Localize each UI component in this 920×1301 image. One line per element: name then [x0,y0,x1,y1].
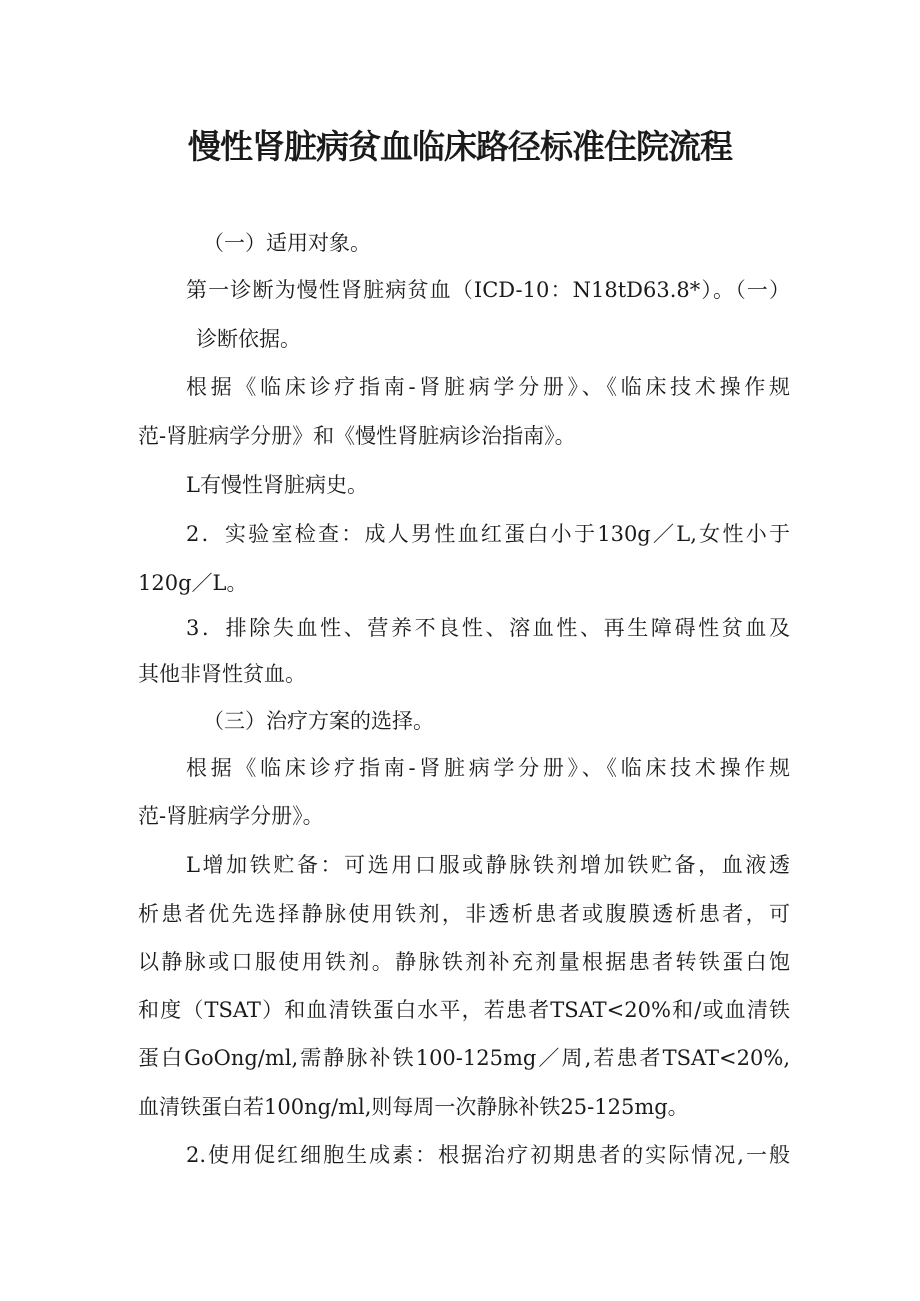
paragraph-line: 范-肾脏病学分册》和《慢性肾脏病诊治指南》。 [138,424,576,448]
list-item-line: 2.使用促红细胞生成素：根据治疗初期患者的实际情况,一般 [186,1143,790,1167]
section-heading-treatment-plan: （三）治疗方案的选择。 [203,709,434,733]
list-item-line: 血清铁蛋白若100ng/ml,则每周一次静脉补铁25-125mg。 [138,1095,689,1119]
list-item-line: 以静脉或口服使用铁剂。静脉铁剂补充剂量根据患者转铁蛋白饱 [138,950,790,974]
paragraph-line: 根据《临床诊疗指南-肾脏病学分册》、《临床技术操作规 [186,375,790,399]
list-item-line: 120g／L。 [138,571,248,595]
list-item-line: 3．排除失血性、营养不良性、溶血性、再生障碍性贫血及 [186,616,790,640]
list-item-line: L增加铁贮备：可选用口服或静脉铁剂增加铁贮备，血液透 [186,853,790,877]
paragraph-line: 根据《临床诊疗指南-肾脏病学分册》、《临床技术操作规 [186,756,790,780]
list-item-line: 蛋白GoOng/ml,需静脉补铁100-125mg／周,若患者TSAT<20%, [138,1046,790,1070]
list-item-line: L有慢性肾脏病史。 [186,473,368,497]
list-item-line: 和度（TSAT）和血清铁蛋白水平，若患者TSAT<20%和/或血清铁 [138,998,790,1022]
list-item-line: 析患者优先选择静脉使用铁剂，非透析患者或腹膜透析患者，可 [138,902,790,926]
list-item-line: 其他非肾性贫血。 [138,662,306,686]
section-heading-applicable-subjects: （一）适用对象。 [203,231,371,255]
paragraph-line: 范-肾脏病学分册》。 [138,804,324,828]
page-title: 慢性肾脏病贫血临床路径标准住院流程 [188,127,732,166]
list-item-line: 2．实验室检查：成人男性血红蛋白小于130g／L,女性小于 [186,522,790,546]
paragraph-line: 第一诊断为慢性肾脏病贫血（ICD-10：N18tD63.8*）。（一） [186,278,790,302]
section-heading-diagnosis-basis: 诊断依据。 [196,327,301,351]
